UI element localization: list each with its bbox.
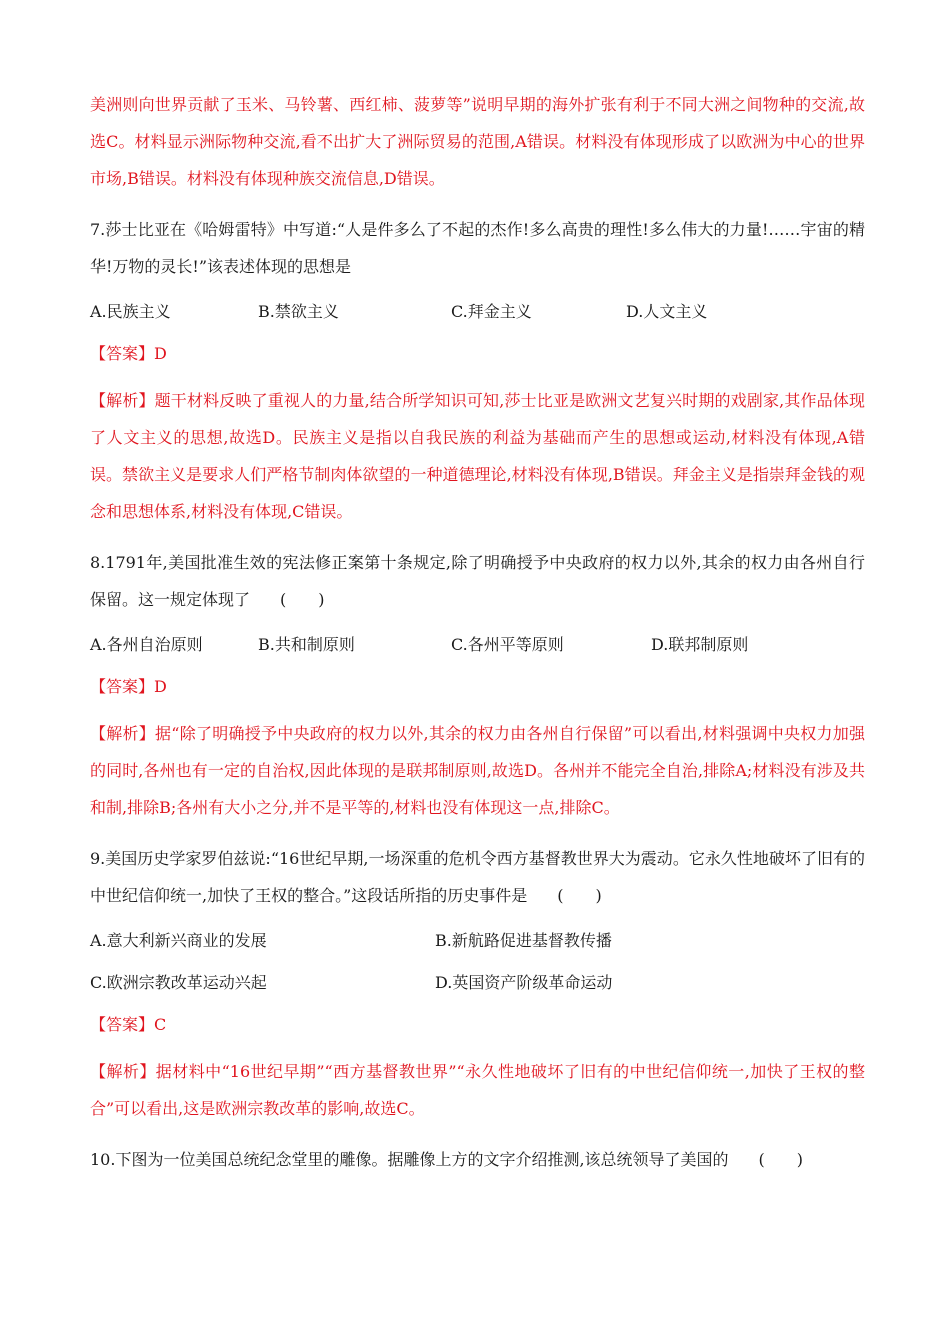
- q9-option-d: D.英国资产阶级革命运动: [435, 973, 613, 992]
- q9-options-row-2: [90, 969, 865, 997]
- q9-answer: 【答案】C: [90, 1015, 167, 1034]
- q7-option-d: D.人文主义: [626, 302, 708, 321]
- document-page: [90, 86, 865, 1178]
- q8-answer-bracket: ( ): [280, 590, 325, 609]
- q9-answer-bracket: ( ): [557, 886, 602, 905]
- q9-option-c: C.欧洲宗教改革运动兴起: [90, 973, 267, 992]
- q8-stem: [90, 544, 865, 618]
- q7-option-c: C.拜金主义: [451, 302, 532, 321]
- q7-stem: 7.莎士比亚在《哈姆雷特》中写道:“人是件多么了不起的杰作!多么高贵的理性!多么伟大的力量!……宇宙的精华!万物的灵长!”该表述体现的思想是: [90, 220, 865, 276]
- q7-option-b: B.禁欲主义: [258, 302, 339, 321]
- q6-analysis-continuation: 美洲则向世界贡献了玉米、马铃薯、西红柿、菠萝等”说明早期的海外扩张有利于不同大洲之间物种的交流,故选C。材料显示洲际物种交流,看不出扩大了洲际贸易的范围,A错误。材料没有体现形成了以欧洲为中心的世界市场,B错误。材料没有体现种族交流信息,D错误。: [90, 95, 865, 188]
- q10-answer-bracket: ( ): [758, 1150, 804, 1169]
- q8-option-a: A.各州自治原则: [90, 635, 203, 654]
- q9-option-a: A.意大利新兴商业的发展: [90, 931, 267, 950]
- question-8: [90, 544, 865, 826]
- q8-option-d: D.联邦制原则: [651, 635, 749, 654]
- q9-analysis: 【解析】据材料中“16世纪早期”“西方基督教世界”“永久性地破坏了旧有的中世纪信仰统一,加快了王权的整合”可以看出,这是欧洲宗教改革的影响,故选C。: [90, 1062, 865, 1118]
- q7-analysis: 【解析】题干材料反映了重视人的力量,结合所学知识可知,莎士比亚是欧洲文艺复兴时期的戏剧家,其作品体现了人文主义的思想,故选D。民族主义是指以自我民族的利益为基础而产生的思想或运动,材料没有体现,A错误。禁欲主义是要求人们严格节制肉体欲望的一种道德理论,材料没有体现,B错误。拜金主义是指崇拜金钱的观念和思想体系,材料没有体现,C错误。: [90, 391, 865, 521]
- q9-option-b: B.新航路促进基督教传播: [435, 931, 612, 950]
- question-7: [90, 211, 865, 530]
- q8-options: [90, 631, 865, 659]
- q8-answer: 【答案】D: [90, 677, 167, 696]
- q10-stem-text: 10.下图为一位美国总统纪念堂里的雕像。据雕像上方的文字介绍推测,该总统领导了美国的: [90, 1150, 729, 1169]
- q7-options: [90, 298, 865, 326]
- q10-stem: [90, 1141, 865, 1178]
- q9-stem-text: 9.美国历史学家罗伯兹说:“16世纪早期,一场深重的危机令西方基督教世界大为震动。它永久性地破坏了旧有的中世纪信仰统一,加快了王权的整合。”这段话所指的历史事件是: [90, 849, 865, 905]
- q9-options-row-1: [90, 927, 865, 955]
- question-10: [90, 1141, 865, 1178]
- q9-stem: [90, 840, 865, 914]
- q7-answer: 【答案】D: [90, 344, 167, 363]
- question-9: [90, 840, 865, 1127]
- q8-option-b: B.共和制原则: [258, 635, 355, 654]
- q8-option-c: C.各州平等原则: [451, 635, 564, 654]
- q8-stem-text: 8.1791年,美国批准生效的宪法修正案第十条规定,除了明确授予中央政府的权力以外,其余的权力由各州自行保留。这一规定体现了: [90, 553, 865, 609]
- q7-option-a: A.民族主义: [90, 302, 171, 321]
- q8-analysis: 【解析】据“除了明确授予中央政府的权力以外,其余的权力由各州自行保留”可以看出,材料强调中央权力加强的同时,各州也有一定的自治权,因此体现的是联邦制原则,故选D。各州并不能完全自治,排除A;材料没有涉及共和制,排除B;各州有大小之分,并不是平等的,材料也没有体现这一点,排除C。: [90, 724, 865, 817]
